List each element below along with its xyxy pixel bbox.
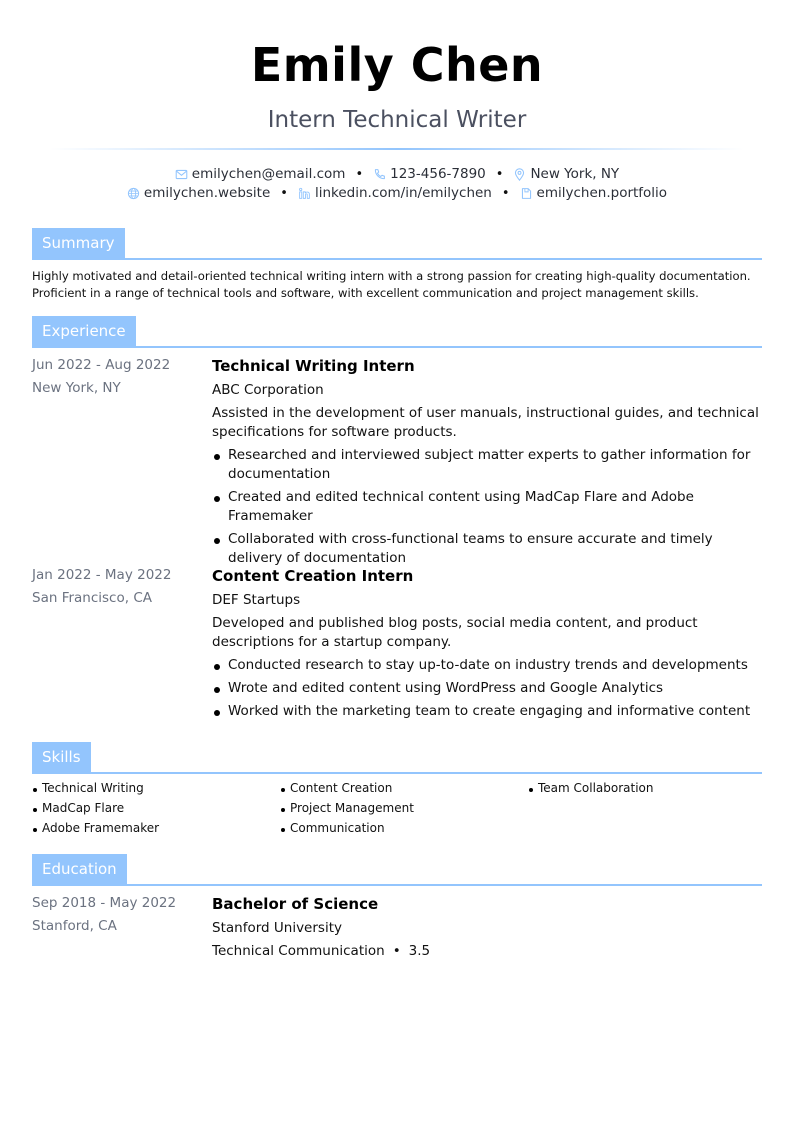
education-section-header	[32, 854, 762, 886]
location-text: New York, NY	[530, 166, 620, 182]
phone-icon	[373, 168, 386, 181]
experience-company: DEF Startups	[212, 592, 301, 608]
experience-description: Developed and published blog posts, social media content, and product descriptions for a startup company.	[212, 615, 698, 650]
skill-item: Team Collaboration	[528, 781, 762, 801]
linkedin-text: linkedin.com/in/emilychen	[314, 185, 492, 201]
separator-dot: •	[392, 943, 401, 959]
bullet-item: Worked with the marketing team to create engaging and informative content	[212, 702, 762, 721]
education-meta	[32, 895, 202, 941]
experience-location: San Francisco, CA	[32, 590, 152, 606]
email-text: emilychen@email.com	[191, 166, 346, 182]
section-rule	[32, 884, 762, 886]
candidate-name: Emily Chen	[250, 38, 544, 92]
education-field: Technical Communication	[212, 943, 385, 959]
section-title-summary: Summary	[32, 228, 125, 258]
linkedin-icon	[298, 187, 311, 200]
experience-details	[212, 567, 762, 725]
experience-meta	[32, 567, 202, 613]
bullet-item: Wrote and edited content using WordPress and Google Analytics	[212, 679, 762, 698]
contact-linkedin[interactable]	[298, 185, 492, 201]
experience-title: Content Creation Intern	[212, 567, 414, 585]
portfolio-icon	[520, 187, 533, 200]
envelope-icon	[175, 168, 188, 181]
summary-line: Proficient in a range of technical tools and software, with excellent communication and project management skills.	[32, 285, 699, 300]
bullet-item: Conducted research to stay up-to-date on industry trends and developments	[212, 656, 762, 675]
map-pin-icon	[513, 168, 526, 181]
section-title-education: Education	[32, 854, 127, 884]
separator-dot: •	[501, 185, 510, 201]
experience-title: Technical Writing Intern	[212, 357, 415, 375]
experience-meta	[32, 357, 202, 403]
education-dates: Sep 2018 - May 2022	[32, 895, 177, 911]
bullet-item: Collaborated with cross-functional teams to ensure accurate and timely delivery of documentation	[212, 530, 762, 568]
experience-dates: Jan 2022 - May 2022	[32, 567, 172, 583]
contact-row-primary	[0, 166, 794, 182]
experience-details	[212, 357, 762, 572]
section-title-skills: Skills	[32, 742, 91, 772]
skill-item: Adobe Framemaker	[32, 821, 280, 841]
education-location: Stanford, CA	[32, 918, 117, 934]
skill-item: Technical Writing	[32, 781, 280, 801]
skill-item: Communication	[280, 821, 528, 841]
section-rule	[32, 258, 762, 260]
separator-dot: •	[495, 166, 504, 182]
skills-section-header	[32, 742, 762, 774]
skill-item: MadCap Flare	[32, 801, 280, 821]
contact-email[interactable]	[175, 166, 346, 182]
experience-bullets	[212, 446, 762, 568]
bullet-item: Created and edited technical content using MadCap Flare and Adobe Framemaker	[212, 488, 762, 526]
separator-dot: •	[280, 185, 288, 201]
job-title-heading: Intern Technical Writer	[267, 107, 527, 133]
contact-location	[513, 166, 619, 182]
contact-row-secondary	[0, 185, 794, 201]
section-rule	[32, 346, 762, 348]
section-rule	[32, 772, 762, 774]
summary-section-header	[32, 228, 762, 260]
education-field-gpa	[212, 942, 762, 961]
experience-location: New York, NY	[32, 380, 121, 396]
experience-section-header	[32, 316, 762, 348]
experience-company: ABC Corporation	[212, 382, 324, 398]
globe-icon	[127, 187, 140, 200]
contact-phone[interactable]	[373, 166, 486, 182]
summary-line: Highly motivated and detail-oriented technical writing intern with a strong passion for creating high-quality documentation.	[32, 269, 751, 283]
education-degree: Bachelor of Science	[212, 895, 379, 913]
education-gpa: 3.5	[408, 943, 431, 959]
skills-list	[32, 781, 762, 841]
website-text: emilychen.website	[143, 185, 271, 201]
separator-dot: •	[355, 166, 364, 182]
education-details	[212, 895, 762, 961]
contact-website[interactable]	[127, 185, 270, 201]
skill-item: Project Management	[280, 801, 528, 821]
section-title-experience: Experience	[32, 316, 136, 346]
skill-item: Content Creation	[280, 781, 528, 801]
experience-bullets	[212, 656, 762, 721]
header-divider	[50, 148, 744, 150]
phone-text: 123-456-7890	[390, 166, 486, 182]
summary-text	[32, 268, 762, 301]
portfolio-text: emilychen.portfolio	[536, 185, 668, 201]
bullet-item: Researched and interviewed subject matter experts to gather information for documentation	[212, 446, 762, 484]
experience-dates: Jun 2022 - Aug 2022	[32, 357, 171, 373]
contact-portfolio[interactable]	[520, 185, 668, 201]
experience-description: Assisted in the development of user manuals, instructional guides, and technical specifications for software products.	[212, 405, 759, 440]
education-school: Stanford University	[212, 920, 342, 936]
